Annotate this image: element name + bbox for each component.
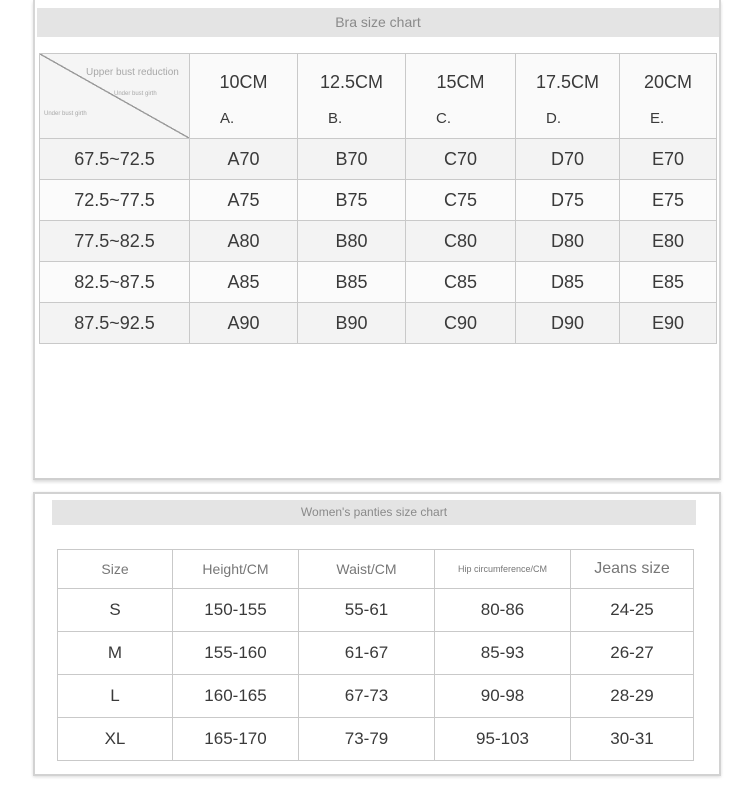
size-cell: L [58,675,173,718]
size-cell: B90 [298,303,406,344]
size-cell: C80 [406,221,516,262]
under-bust-label: Under bust girth [114,91,157,97]
jeans-cell: 24-25 [571,589,694,632]
cup-header-e [620,54,717,139]
cup-letter: C. [436,110,451,127]
bra-header-row [40,54,717,139]
size-cell: B75 [298,180,406,221]
size-cell: A70 [190,139,298,180]
cup-cm: 15CM [436,72,485,92]
under-bust-range: 82.5~87.5 [40,262,190,303]
bra-size-chart-panel [33,0,721,480]
bra-row [40,303,717,344]
height-cell: 155-160 [173,632,299,675]
waist-cell: 61-67 [299,632,435,675]
column-header-waist: Waist/CM [299,550,435,589]
bra-corner-cell [40,54,190,139]
size-cell: D75 [516,180,620,221]
panties-size-table [57,549,694,761]
column-header-jeans: Jeans size [571,550,694,589]
size-cell: D80 [516,221,620,262]
panties-size-chart-panel [33,492,721,776]
size-cell: D90 [516,303,620,344]
waist-cell: 67-73 [299,675,435,718]
size-cell: XL [58,718,173,761]
size-cell: D85 [516,262,620,303]
jeans-cell: 26-27 [571,632,694,675]
panties-row [58,589,694,632]
under-bust-range: 87.5~92.5 [40,303,190,344]
cup-cm: 17.5CM [535,72,600,92]
cup-header-d [516,54,620,139]
cup-letter: D. [546,110,561,127]
cup-letter: B. [328,110,343,127]
size-cell: C70 [406,139,516,180]
height-cell: 150-155 [173,589,299,632]
hip-cell: 90-98 [435,675,571,718]
bra-row [40,262,717,303]
cup-header-c [406,54,516,139]
size-cell: E80 [620,221,717,262]
size-cell: C75 [406,180,516,221]
hip-cell: 80-86 [435,589,571,632]
cup-letter: E. [650,110,665,127]
size-cell: E85 [620,262,717,303]
cup-cm: 12.5CM [319,72,384,92]
size-cell: B85 [298,262,406,303]
size-cell: A80 [190,221,298,262]
size-cell: A75 [190,180,298,221]
panties-row [58,675,694,718]
size-cell: E70 [620,139,717,180]
size-cell: A85 [190,262,298,303]
under-bust-range: 72.5~77.5 [40,180,190,221]
bra-chart-title: Bra size chart [37,8,719,37]
diagonal-header [40,54,189,138]
waist-cell: 73-79 [299,718,435,761]
column-header-hip: Hip circumference/CM [435,550,571,589]
column-header-size: Size [58,550,173,589]
size-cell: M [58,632,173,675]
under-bust-label: Under bust girth [44,111,87,117]
cup-letter: A. [220,110,235,127]
size-cell: C85 [406,262,516,303]
cup-cm: 10CM [219,72,268,92]
column-header-height: Height/CM [173,550,299,589]
bra-row [40,221,717,262]
upper-bust-label: Upper bust reduction [86,67,179,78]
under-bust-range: 77.5~82.5 [40,221,190,262]
bra-row [40,139,717,180]
bra-size-table [39,53,717,344]
under-bust-range: 67.5~72.5 [40,139,190,180]
cup-cm: 20CM [643,72,692,92]
waist-cell: 55-61 [299,589,435,632]
size-cell: B70 [298,139,406,180]
cup-header-b [298,54,406,139]
hip-cell: 85-93 [435,632,571,675]
panties-chart-title: Women's panties size chart [52,500,696,525]
panties-row [58,718,694,761]
jeans-cell: 30-31 [571,718,694,761]
size-cell: E90 [620,303,717,344]
bra-row [40,180,717,221]
size-cell: C90 [406,303,516,344]
panties-header-row [58,550,694,589]
cup-header-a [190,54,298,139]
size-cell: B80 [298,221,406,262]
size-cell: E75 [620,180,717,221]
hip-cell: 95-103 [435,718,571,761]
size-cell: D70 [516,139,620,180]
height-cell: 160-165 [173,675,299,718]
size-cell: A90 [190,303,298,344]
size-cell: S [58,589,173,632]
jeans-cell: 28-29 [571,675,694,718]
panties-row [58,632,694,675]
height-cell: 165-170 [173,718,299,761]
